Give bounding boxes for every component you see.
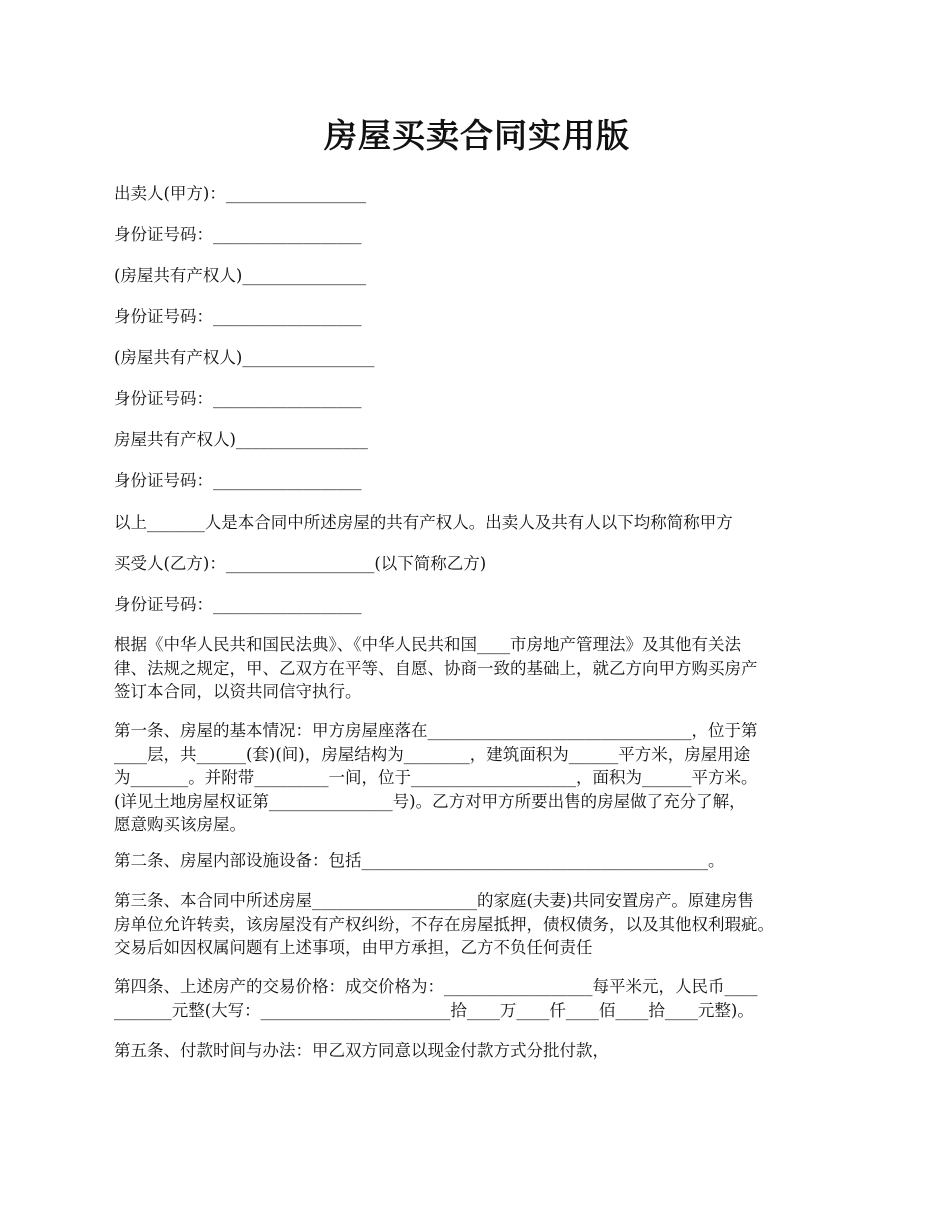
co-owner-line-1: (房屋共有产权人)_______________ — [114, 266, 367, 285]
article-4-paragraph: 第四条、上述房产的交易价格：成交价格为：__________________每平米元，人民币____ _______元整(大写：_______________________拾____万____仟____佰____拾____元整)。 — [114, 977, 758, 1020]
page-title: 房屋买卖合同实用版 — [324, 116, 630, 155]
preamble-paragraph: 根据《中华人民共和国民法典》、《中华人民共和国____市房地产管理法》及其他有关法 律、法规之规定，甲、乙双方在平等、自愿、协商一致的基础上，就乙方向甲方购买房产 签订本合同，以资共同信守执行。 — [114, 635, 758, 701]
co-owner-id-line-1: 身份证号码：__________________ — [114, 307, 362, 326]
co-owner-line-3: 房屋共有产权人)________________ — [114, 430, 368, 449]
article-1-paragraph: 第一条、房屋的基本情况：甲方房屋座落在________________________________，位于第 ____层，共______(套)(间)，房屋结构为________，建筑面积为______平方米，房屋用途 为_______。并附带_________一间，位于____________________，面积为______平方米。 (详见土地房屋权证第_______________号)。乙方对甲方所要出售的房屋做了充分了解， 愿意购买该房屋。 — [114, 721, 758, 834]
article-3-paragraph: 第三条、本合同中所述房屋____________________的家庭(夫妻)共同安置房产。原建房售 房单位允许转卖，该房屋没有产权纠纷，不存在房屋抵押，债权债务，以及其他权利瑕疵。 交易后如因权属问题有上述事项，由甲方承担，乙方不负任何责任 — [114, 891, 774, 957]
co-owner-line-2: (房屋共有产权人)________________ — [114, 348, 375, 367]
seller-id-line: 身份证号码：__________________ — [114, 225, 362, 244]
party-a-summary-line: 以上_______人是本合同中所述房屋的共有产权人。出卖人及共有人以下均称简称甲方 — [114, 513, 733, 532]
seller-line: 出卖人(甲方)：_________________ — [114, 184, 367, 203]
co-owner-id-line-3: 身份证号码：__________________ — [114, 471, 362, 490]
buyer-id-line: 身份证号码：__________________ — [114, 595, 362, 614]
co-owner-id-line-2: 身份证号码：__________________ — [114, 389, 362, 408]
buyer-line: 买受人(乙方)：__________________(以下简称乙方) — [114, 554, 487, 573]
article-2-paragraph: 第二条、房屋内部设施设备：包括__________________________________________。 — [114, 851, 725, 870]
article-5-paragraph: 第五条、付款时间与办法：甲乙双方同意以现金付款方式分批付款， — [114, 1041, 609, 1060]
